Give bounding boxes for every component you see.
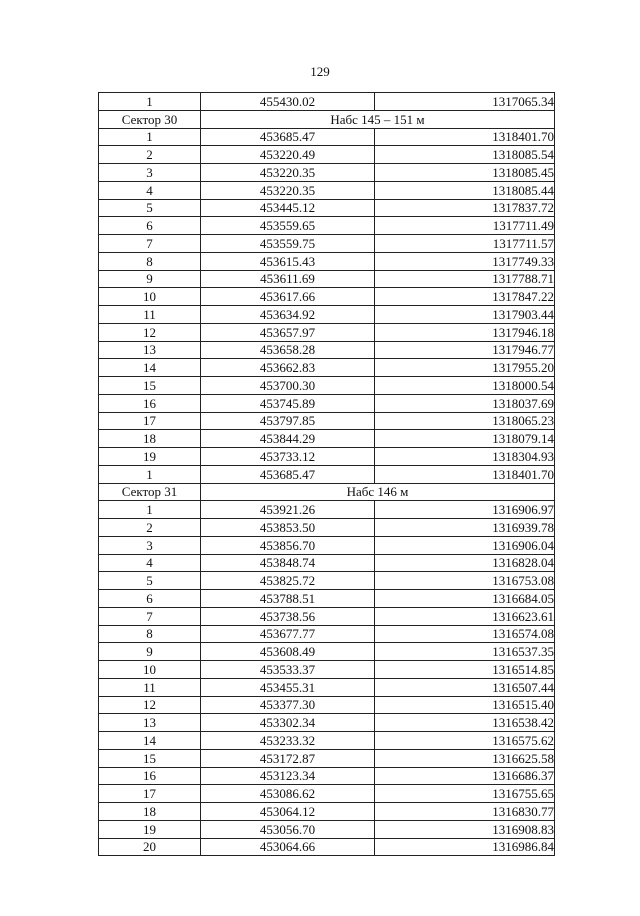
point-number: 5 [99, 572, 201, 590]
x-coordinate: 453064.12 [201, 803, 375, 821]
y-coordinate: 1316828.04 [375, 554, 555, 572]
y-coordinate: 1316538.42 [375, 714, 555, 732]
elevation-label: Набс 146 м [201, 483, 555, 501]
point-number: 4 [99, 181, 201, 199]
point-number: 1 [99, 93, 201, 111]
table-row [99, 377, 555, 395]
sector-header-row [99, 110, 555, 128]
x-coordinate: 453848.74 [201, 554, 375, 572]
coordinates-table [98, 92, 555, 856]
x-coordinate: 453677.77 [201, 625, 375, 643]
y-coordinate: 1317711.57 [375, 235, 555, 253]
table-row [99, 643, 555, 661]
x-coordinate: 453611.69 [201, 270, 375, 288]
y-coordinate: 1317847.22 [375, 288, 555, 306]
point-number: 18 [99, 430, 201, 448]
point-number: 1 [99, 128, 201, 146]
point-number: 18 [99, 803, 201, 821]
y-coordinate: 1317065.34 [375, 93, 555, 111]
point-number: 13 [99, 714, 201, 732]
table-row [99, 749, 555, 767]
x-coordinate: 453615.43 [201, 252, 375, 270]
x-coordinate: 453220.35 [201, 164, 375, 182]
x-coordinate: 453559.65 [201, 217, 375, 235]
point-number: 6 [99, 590, 201, 608]
x-coordinate: 453220.35 [201, 181, 375, 199]
y-coordinate: 1316939.78 [375, 519, 555, 537]
table-row [99, 838, 555, 856]
y-coordinate: 1318304.93 [375, 448, 555, 466]
x-coordinate: 453064.66 [201, 838, 375, 856]
y-coordinate: 1318037.69 [375, 394, 555, 412]
y-coordinate: 1318085.45 [375, 164, 555, 182]
x-coordinate: 453220.49 [201, 146, 375, 164]
point-number: 4 [99, 554, 201, 572]
y-coordinate: 1318085.54 [375, 146, 555, 164]
point-number: 3 [99, 536, 201, 554]
table-row [99, 306, 555, 324]
table-row [99, 732, 555, 750]
table-row [99, 270, 555, 288]
point-number: 6 [99, 217, 201, 235]
point-number: 1 [99, 501, 201, 519]
y-coordinate: 1316515.40 [375, 696, 555, 714]
x-coordinate: 453658.28 [201, 341, 375, 359]
y-coordinate: 1316906.97 [375, 501, 555, 519]
x-coordinate: 453559.75 [201, 235, 375, 253]
point-number: 19 [99, 820, 201, 838]
table-row [99, 536, 555, 554]
table-row [99, 696, 555, 714]
point-number: 10 [99, 288, 201, 306]
x-coordinate: 453617.66 [201, 288, 375, 306]
y-coordinate: 1316575.62 [375, 732, 555, 750]
point-number: 8 [99, 625, 201, 643]
point-number: 2 [99, 519, 201, 537]
table-row [99, 607, 555, 625]
y-coordinate: 1318079.14 [375, 430, 555, 448]
y-coordinate: 1316908.83 [375, 820, 555, 838]
table-row [99, 199, 555, 217]
table-row [99, 803, 555, 821]
point-number: 14 [99, 732, 201, 750]
point-number: 13 [99, 341, 201, 359]
y-coordinate: 1316514.85 [375, 661, 555, 679]
x-coordinate: 453377.30 [201, 696, 375, 714]
table-row [99, 430, 555, 448]
point-number: 16 [99, 767, 201, 785]
x-coordinate: 453056.70 [201, 820, 375, 838]
y-coordinate: 1316537.35 [375, 643, 555, 661]
x-coordinate: 453533.37 [201, 661, 375, 679]
point-number: 3 [99, 164, 201, 182]
y-coordinate: 1317946.77 [375, 341, 555, 359]
y-coordinate: 1317749.33 [375, 252, 555, 270]
point-number: 10 [99, 661, 201, 679]
x-coordinate: 453853.50 [201, 519, 375, 537]
point-number: 15 [99, 749, 201, 767]
y-coordinate: 1316755.65 [375, 785, 555, 803]
y-coordinate: 1317903.44 [375, 306, 555, 324]
x-coordinate: 453797.85 [201, 412, 375, 430]
y-coordinate: 1316686.37 [375, 767, 555, 785]
sector-label: Сектор 31 [99, 483, 201, 501]
table-row [99, 252, 555, 270]
y-coordinate: 1316830.77 [375, 803, 555, 821]
point-number: 14 [99, 359, 201, 377]
x-coordinate: 453302.34 [201, 714, 375, 732]
table-row [99, 785, 555, 803]
y-coordinate: 1316753.08 [375, 572, 555, 590]
x-coordinate: 453662.83 [201, 359, 375, 377]
table-row [99, 661, 555, 679]
y-coordinate: 1317955.20 [375, 359, 555, 377]
x-coordinate: 453233.32 [201, 732, 375, 750]
elevation-label: Набс 145 – 151 м [201, 110, 555, 128]
table-row [99, 412, 555, 430]
table-row [99, 465, 555, 483]
x-coordinate: 453455.31 [201, 678, 375, 696]
y-coordinate: 1316986.84 [375, 838, 555, 856]
point-number: 9 [99, 643, 201, 661]
table-row [99, 820, 555, 838]
x-coordinate: 453608.49 [201, 643, 375, 661]
y-coordinate: 1316623.61 [375, 607, 555, 625]
y-coordinate: 1317946.18 [375, 323, 555, 341]
table-row [99, 590, 555, 608]
point-number: 2 [99, 146, 201, 164]
point-number: 16 [99, 394, 201, 412]
point-number: 11 [99, 678, 201, 696]
table-row [99, 217, 555, 235]
table-row [99, 678, 555, 696]
point-number: 7 [99, 235, 201, 253]
y-coordinate: 1316684.05 [375, 590, 555, 608]
x-coordinate: 453921.26 [201, 501, 375, 519]
x-coordinate: 453788.51 [201, 590, 375, 608]
x-coordinate: 453086.62 [201, 785, 375, 803]
table-row [99, 164, 555, 182]
x-coordinate: 453634.92 [201, 306, 375, 324]
point-number: 20 [99, 838, 201, 856]
point-number: 8 [99, 252, 201, 270]
y-coordinate: 1318401.70 [375, 465, 555, 483]
x-coordinate: 453856.70 [201, 536, 375, 554]
x-coordinate: 453685.47 [201, 128, 375, 146]
table-row [99, 341, 555, 359]
x-coordinate: 453844.29 [201, 430, 375, 448]
point-number: 5 [99, 199, 201, 217]
y-coordinate: 1316507.44 [375, 678, 555, 696]
point-number: 17 [99, 412, 201, 430]
y-coordinate: 1316574.08 [375, 625, 555, 643]
table-row [99, 625, 555, 643]
table-row [99, 128, 555, 146]
table-row [99, 235, 555, 253]
x-coordinate: 453123.34 [201, 767, 375, 785]
x-coordinate: 453172.87 [201, 749, 375, 767]
y-coordinate: 1317711.49 [375, 217, 555, 235]
x-coordinate: 453657.97 [201, 323, 375, 341]
y-coordinate: 1316625.58 [375, 749, 555, 767]
table-row [99, 554, 555, 572]
table-row [99, 181, 555, 199]
point-number: 19 [99, 448, 201, 466]
table-row [99, 394, 555, 412]
x-coordinate: 453685.47 [201, 465, 375, 483]
table-row [99, 714, 555, 732]
x-coordinate: 453825.72 [201, 572, 375, 590]
y-coordinate: 1318401.70 [375, 128, 555, 146]
point-number: 1 [99, 465, 201, 483]
x-coordinate: 453733.12 [201, 448, 375, 466]
x-coordinate: 453445.12 [201, 199, 375, 217]
point-number: 12 [99, 323, 201, 341]
x-coordinate: 453700.30 [201, 377, 375, 395]
point-number: 11 [99, 306, 201, 324]
y-coordinate: 1316906.04 [375, 536, 555, 554]
table-row [99, 146, 555, 164]
x-coordinate: 453738.56 [201, 607, 375, 625]
sector-label: Сектор 30 [99, 110, 201, 128]
page-number: 129 [310, 64, 330, 79]
table-row [99, 572, 555, 590]
y-coordinate: 1317788.71 [375, 270, 555, 288]
table-row [99, 93, 555, 111]
table-row [99, 323, 555, 341]
x-coordinate: 453745.89 [201, 394, 375, 412]
table-row [99, 767, 555, 785]
point-number: 7 [99, 607, 201, 625]
table-row [99, 359, 555, 377]
x-coordinate: 455430.02 [201, 93, 375, 111]
y-coordinate: 1317837.72 [375, 199, 555, 217]
y-coordinate: 1318000.54 [375, 377, 555, 395]
table-row [99, 288, 555, 306]
sector-header-row [99, 483, 555, 501]
point-number: 15 [99, 377, 201, 395]
point-number: 9 [99, 270, 201, 288]
point-number: 12 [99, 696, 201, 714]
table-row [99, 448, 555, 466]
y-coordinate: 1318085.44 [375, 181, 555, 199]
table-row [99, 519, 555, 537]
point-number: 17 [99, 785, 201, 803]
y-coordinate: 1318065.23 [375, 412, 555, 430]
table-row [99, 501, 555, 519]
